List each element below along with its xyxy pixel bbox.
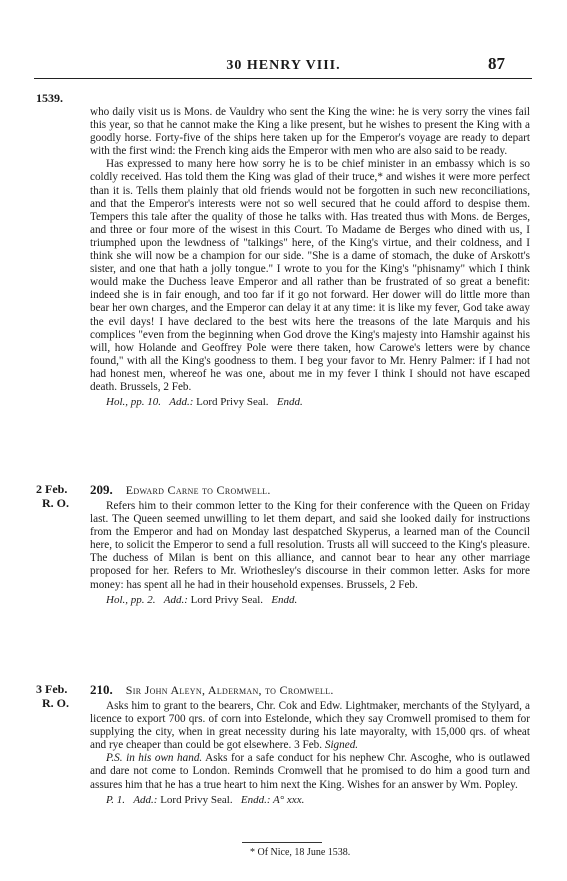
continuation-paragraph: Has expressed to many here how sorry he is to be chief minister in an embassy which is so coldly received. Has told them the King was glad of their truce,* and wishes it were more perfect than it is. Tells them plainly that old friends would not be forgotten in such new reconciliations, and that the Emperor's interests were not so well secured that he could afford to despise them. Tempers this tale after the quality of those he talks with. Has treated thus with Mons. de Berges, and three or four more of the wisest in this Court. To Madame de Berges who dined with us, I triumphed upon the lewdness of "talkings" here, of the King's virtue, and their coldness, and I think she will now be a champion for our side. "She is a dame of stomach, the duke of Arskott's sister, and one that hath a jolly tongue." I wrote to you for the King's "phisnamy" which I think would make the Duchess leave Emperor and all rather than be frustrated of so great a benefit: indeed she is in fair enough, and too far if it go not forward. Her dower will do little more than bear her own charges, and the Emperor can delay it at any time: it is like my fever, God take away the evil days! I have declared to the best wits here the treasons of the late Marquis and his complices "even from the beginning when God drove the King's majesty into Hamshir against his will, how Holande and Geoffrey Pole were there taken, how Carowe's letters were by chance found," with all the King's goodness to them. I beg your favor to Mr. Henry Palmer: if I had not had honest men, whereof he was one, about me in my fever I think I should not have escaped death. Brussels, 2 Feb. xyxy=(90,158,530,393)
entry-209-heading xyxy=(90,482,530,498)
endorsement xyxy=(90,594,530,607)
postscript-text: Asks for a safe conduct for his nephew Chr. Ascoghe, who is outlawed and dare not come to London. Reminds Cromwell that he promised to do him a good turn and assures him that he has a true heart to him next the King. Wishes for an answer by Wm. Popley. xyxy=(90,752,530,791)
margin-ref-210: R. O. xyxy=(42,696,69,710)
hol-note: Hol., pp. 10. xyxy=(106,396,161,409)
entry-number: 210. xyxy=(90,682,113,697)
page-header xyxy=(0,54,567,78)
add-text: Lord Privy Seal. xyxy=(160,793,233,806)
entry-paragraph xyxy=(90,700,530,752)
endorsement xyxy=(90,794,530,807)
postscript-label: P.S. in his own hand. xyxy=(106,752,203,765)
entry-210-heading xyxy=(90,682,530,698)
header-rule xyxy=(34,78,532,79)
margin-year: 1539. xyxy=(36,91,63,105)
entry-210-text xyxy=(90,700,530,807)
hol-note: Hol., pp. 2. xyxy=(106,593,156,606)
add-label: Add.: xyxy=(163,593,188,606)
add-label: Add.: xyxy=(169,396,194,409)
margin-ref-209: R. O. xyxy=(42,496,69,510)
entry-paragraph: Refers him to their common letter to the King for their conference with the Queen on Friday last. The Queen seemed unwilling to let them depart, and said she looked daily for instructions from the Emperor and had on Monday last despatched Skyperus, a learned man of the Council here, to solicit the Emperor to send a full resolution. Trusts all will succeed to the King's pleasure. The duchess of Milan is bent on this alliance, and cannot bear to hear any other marriage proposed for her. Refers to Mr. Wriothesley's discourse in their common letter. Asks for more money: has spent all he had in their household expenses. Brussels, 2 Feb. xyxy=(90,500,530,591)
entry-title: Edward Carne to Cromwell. xyxy=(125,483,271,497)
postscript xyxy=(90,752,530,791)
continuation-text xyxy=(90,106,530,409)
entry-number: 209. xyxy=(90,482,113,497)
margin-date-209: 2 Feb. xyxy=(36,482,68,496)
add-text: Lord Privy Seal. xyxy=(190,593,264,606)
margin-date-210: 3 Feb. xyxy=(36,682,68,696)
endorsement xyxy=(90,396,530,409)
add-label: Add.: xyxy=(133,793,158,806)
entry-body: Asks him to grant to the bearers, Chr. Cok and Edw. Lightmaker, merchants of the Stylyard, a licence to export 700 qrs. of corn into Estelonde, which they say Cromwell promised to them for supplying the city, when in great necessity during his late mayoralty, with 15,000 qrs. of wheat and rye cheaper than could be got elsewhere. 3 Feb. xyxy=(90,700,530,752)
footnote: * Of Nice, 18 June 1538. xyxy=(250,847,351,858)
entry-209-text xyxy=(90,500,530,607)
running-title: 30 HENRY VIII. xyxy=(226,58,341,73)
signed-note: Signed. xyxy=(324,739,359,752)
add-text: Lord Privy Seal. xyxy=(196,396,269,409)
page-note: P. 1. xyxy=(106,793,126,806)
endd-note: Endd. xyxy=(276,396,303,409)
continuation-paragraph: who daily visit us is Mons. de Vauldry who sent the King the wine: he is very sorry the vines fail this year, so that he cannot make the King a like present, but he wishes to present the King with a goodly horse. Forty-five of the ships here taken up for the Emperor's voyage are ready to depart with the first wind: the French king aids the Emperor with men who are also said to be ready. xyxy=(90,106,530,158)
endd-note: Endd. xyxy=(271,593,298,606)
footnote-rule xyxy=(242,842,322,843)
endd-note: Endd.: A° xxx. xyxy=(240,793,305,806)
entry-title: Sir John Aleyn, Alderman, to Cromwell. xyxy=(125,683,334,697)
page-number: 87 xyxy=(488,54,505,73)
